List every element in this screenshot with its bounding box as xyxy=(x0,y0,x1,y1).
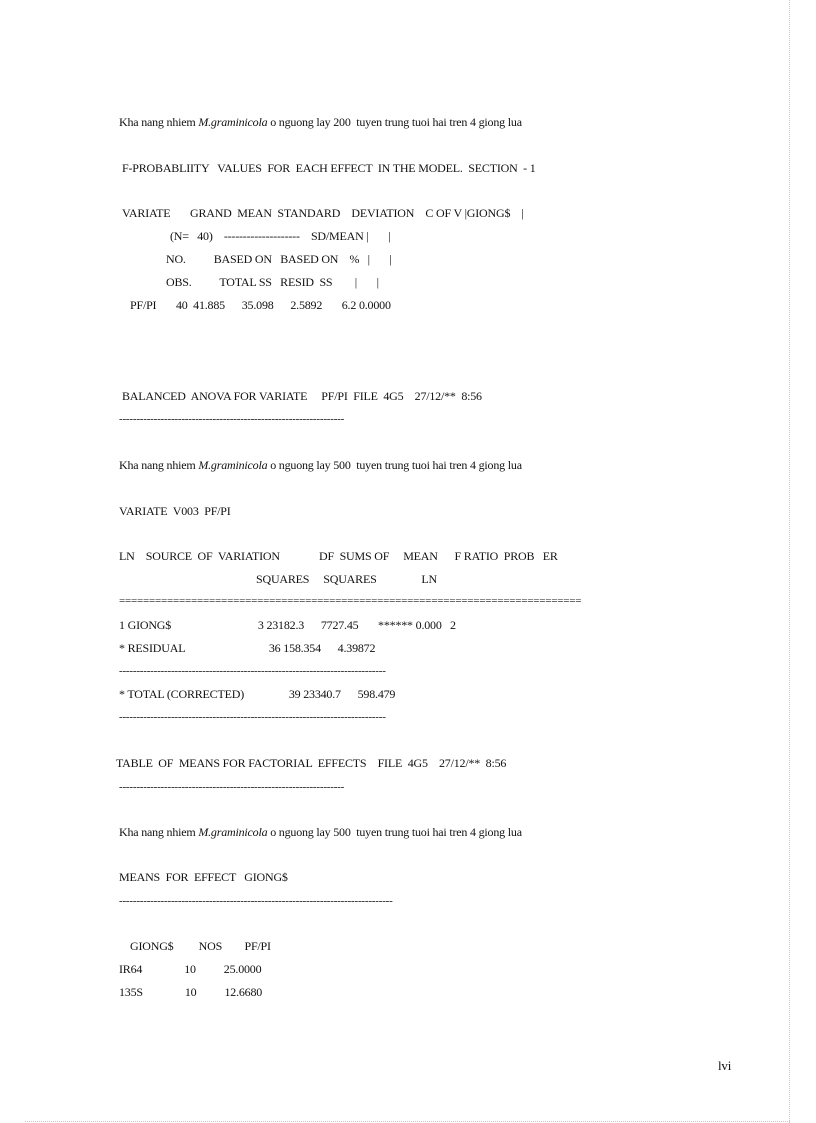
anova-rule-mid: ----------------------------------------------------------------------------- xyxy=(119,666,386,676)
anova-title-pre: Kha nang nhiem xyxy=(119,458,199,472)
anova-row-total: * TOTAL (CORRECTED) 39 23340.7 598.479 xyxy=(119,687,396,701)
anova-rule-mid2: ----------------------------------------------------------------------------- xyxy=(119,712,386,722)
fprob-heading: F-PROBABLIITY VALUES FOR EACH EFFECT IN THE MODEL. SECTION - 1 xyxy=(122,161,536,175)
fprob-data-row: PF/PI 40 41.885 35.098 2.5892 6.2 0.0000 xyxy=(130,298,391,312)
means-title-species: M.graminicola xyxy=(198,825,268,839)
page-border-right xyxy=(789,0,790,1123)
anova-title xyxy=(119,458,522,472)
means-title xyxy=(119,825,522,839)
means-heading: TABLE OF MEANS FOR FACTORIAL EFFECTS FILE 4G5 27/12/** 8:56 xyxy=(116,756,507,770)
means-rule-long: ------------------------------------------------------------------------------- xyxy=(119,896,393,906)
section1-title-pre: Kha nang nhiem xyxy=(119,115,199,129)
fprob-header-line3: NO. BASED ON BASED ON % | | xyxy=(166,252,392,266)
anova-title-species: M.graminicola xyxy=(198,458,268,472)
means-title-post: o nguong lay 500 tuyen trung tuoi hai tren 4 giong lua xyxy=(267,825,522,839)
means-row-ir64: IR64 10 25.0000 xyxy=(119,962,262,976)
anova-heading: BALANCED ANOVA FOR VARIATE PF/PI FILE 4G5 27/12/** 8:56 xyxy=(122,389,482,403)
fprob-header-line2: (N= 40) -------------------- SD/MEAN | | xyxy=(170,229,391,243)
means-row-135s: 135S 10 12.6680 xyxy=(119,985,263,999)
fprob-header-line1: VARIATE GRAND MEAN STANDARD DEVIATION C OF V |GIONG$ | xyxy=(122,206,524,220)
fprob-header-line4: OBS. TOTAL SS RESID SS | | xyxy=(166,275,379,289)
means-rule-short: ----------------------------------------------------------------- xyxy=(119,782,345,792)
section1-title-species: M.graminicola xyxy=(198,115,268,129)
anova-col-header1: LN SOURCE OF VARIATION DF SUMS OF MEAN F RATIO PROB ER xyxy=(119,549,558,563)
anova-variate: VARIATE V003 PF/PI xyxy=(119,504,231,518)
page-border-bottom xyxy=(25,1121,790,1122)
anova-col-header2: SQUARES SQUARES LN xyxy=(256,572,437,586)
section1-title xyxy=(119,115,522,129)
means-col-header: GIONG$ NOS PF/PI xyxy=(130,939,271,953)
anova-row-giong: 1 GIONG$ 3 23182.3 7727.45 ****** 0.000 2 xyxy=(119,618,456,632)
page-number: lvi xyxy=(718,1058,732,1073)
means-effect: MEANS FOR EFFECT GIONG$ xyxy=(119,870,288,884)
means-title-pre: Kha nang nhiem xyxy=(119,825,199,839)
anova-double-rule: ============================================================================= xyxy=(119,596,582,606)
anova-rule-short: ----------------------------------------------------------------- xyxy=(119,414,345,424)
anova-row-residual: * RESIDUAL 36 158.354 4.39872 xyxy=(119,641,376,655)
anova-title-post: o nguong lay 500 tuyen trung tuoi hai tren 4 giong lua xyxy=(267,458,522,472)
section1-title-post: o nguong lay 200 tuyen trung tuoi hai tren 4 giong lua xyxy=(267,115,522,129)
